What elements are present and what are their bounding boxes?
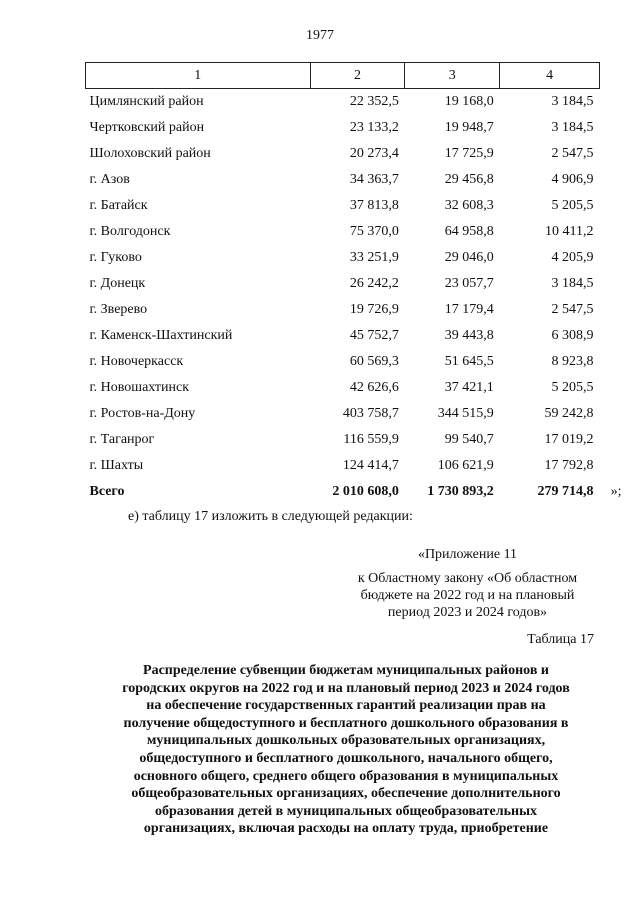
title-line: городских округов на 2022 год и на плановый период 2023 и 2024 годов (122, 680, 570, 696)
row-value-col3: 19 168,0 (444, 94, 494, 109)
title-line: на обеспечение государственных гарантий реализации прав на (146, 698, 546, 714)
row-value-col3: 99 540,7 (444, 432, 494, 447)
document-title (88, 662, 604, 838)
row-value-col4: 4 906,9 (551, 172, 594, 187)
row-value-2022: 19 726,9 (349, 302, 399, 317)
row-name: г. Гуково (89, 250, 142, 265)
total-value-col4-text: 279 714,8 (537, 484, 594, 499)
row-value-2022: 23 133,2 (349, 120, 399, 135)
title-line: организациях, включая расходы на оплату труда, приобретение (143, 821, 549, 837)
column-header-1: 1 (86, 63, 311, 89)
row-value-col3: 51 645,5 (444, 354, 494, 369)
row-value-col4: 17 792,8 (544, 458, 594, 473)
row-name: г. Каменск-Шахтинский (89, 328, 233, 343)
title-line: муниципальных дошкольных образовательных организациях, (146, 733, 546, 749)
row-value-col3: 32 608,3 (444, 198, 494, 213)
table-row (86, 323, 600, 349)
table-row (86, 141, 600, 167)
row-value-2022: 75 370,0 (349, 224, 399, 239)
row-value-col3: 106 621,9 (437, 458, 494, 473)
row-value-2022: 45 752,7 (349, 328, 399, 343)
row-name: г. Новочеркасск (89, 354, 184, 369)
table-header-row (86, 63, 600, 89)
row-value-col4: 5 205,5 (551, 380, 594, 395)
row-value-col4: 5 205,5 (551, 198, 594, 213)
row-value-2022: 124 414,7 (342, 458, 399, 473)
row-value-col3: 37 421,1 (444, 380, 494, 395)
table-row (86, 115, 600, 141)
row-value-col4: 3 184,5 (551, 94, 594, 109)
appendix-line: период 2023 и 2024 годов» (387, 605, 548, 620)
row-value-2022: 403 758,7 (342, 406, 399, 421)
row-value-col3: 39 443,8 (444, 328, 494, 343)
row-value-2022: 26 242,2 (349, 276, 399, 291)
row-value-col4: 3 184,5 (551, 120, 594, 135)
title-line: общеобразовательных организациях, обеспечение дополнительного (131, 786, 561, 802)
row-name: Шолоховский район (89, 146, 211, 161)
row-value-col3: 23 057,7 (444, 276, 494, 291)
row-value-col4: 3 184,5 (551, 276, 594, 291)
row-value-col3: 29 456,8 (444, 172, 494, 187)
page-number: 1977 (306, 28, 334, 43)
table-row (86, 219, 600, 245)
row-value-2022: 20 273,4 (349, 146, 399, 161)
table-row (86, 375, 600, 401)
row-value-col4: 8 923,8 (551, 354, 594, 369)
table-row (86, 427, 600, 453)
title-line: образования детей в муниципальных общеобразовательных (154, 803, 538, 819)
row-value-2022: 37 813,8 (349, 198, 399, 213)
row-value-col3: 29 046,0 (444, 250, 494, 265)
total-value-2022: 2 010 608,0 (332, 484, 399, 499)
row-value-col4: 2 547,5 (551, 146, 594, 161)
row-value-2022: 22 352,5 (349, 94, 399, 109)
amendment-instruction: е) таблицу 17 изложить в следующей редакции: (128, 509, 413, 524)
row-value-col3: 17 725,9 (444, 146, 494, 161)
row-name: г. Новошахтинск (89, 380, 190, 395)
table-row (86, 349, 600, 375)
row-value-2022: 60 569,3 (349, 354, 399, 369)
total-value-col3: 1 730 893,2 (427, 484, 494, 499)
row-value-col3: 64 958,8 (444, 224, 494, 239)
row-value-col3: 19 948,7 (444, 120, 494, 135)
row-name: г. Азов (89, 172, 130, 187)
table-number-label: Таблица 17 (527, 632, 594, 647)
row-value-col3: 17 179,4 (444, 302, 494, 317)
row-value-col4: 17 019,2 (544, 432, 594, 447)
title-line: получение общедоступного и бесплатного дошкольного образования в (123, 715, 569, 731)
row-value-2022: 116 559,9 (343, 432, 399, 447)
row-value-2022: 33 251,9 (349, 250, 399, 265)
row-name: г. Зверево (89, 302, 148, 317)
appendix-line: к Областному закону «Об областном (357, 571, 578, 586)
row-name: Чертковский район (89, 120, 205, 135)
total-label: Всего (89, 484, 125, 499)
table-row (86, 193, 600, 219)
row-value-2022: 42 626,6 (349, 380, 399, 395)
row-name: г. Ростов-на-Дону (89, 406, 196, 421)
column-header-4: 4 (500, 63, 600, 89)
closing-quote-mark: »; (610, 484, 622, 499)
title-line: Распределение субвенции бюджетам муниципальных районов и (143, 663, 549, 678)
title-line: общедоступного и бесплатного дошкольного, начального общего, (139, 750, 553, 766)
appendix-title: «Приложение 11 (417, 547, 518, 562)
title-line: основного общего, среднего общего образования в муниципальных (133, 768, 559, 784)
row-name: г. Батайск (89, 198, 148, 213)
appendix-header (330, 546, 605, 621)
table-total-row (86, 479, 600, 505)
row-name: г. Волгодонск (89, 224, 171, 239)
table-row (86, 453, 600, 479)
total-value-col4 (500, 479, 622, 505)
row-name: г. Таганрог (89, 432, 155, 447)
row-name: г. Донецк (89, 276, 146, 291)
table-row (86, 297, 600, 323)
row-value-2022: 34 363,7 (349, 172, 399, 187)
appendix-line: бюджете на 2022 год и на плановый (360, 588, 575, 603)
column-header-2: 2 (310, 63, 405, 89)
table-row (86, 167, 600, 193)
table-row (86, 401, 600, 427)
row-value-col4: 59 242,8 (544, 406, 594, 421)
table-row (86, 271, 600, 297)
row-name: г. Шахты (89, 458, 144, 473)
row-value-col4: 4 205,9 (551, 250, 594, 265)
row-value-col4: 10 411,2 (545, 224, 594, 239)
column-header-3: 3 (405, 63, 500, 89)
row-value-col3: 344 515,9 (437, 406, 494, 421)
row-value-col4: 2 547,5 (551, 302, 594, 317)
row-value-col4: 6 308,9 (551, 328, 594, 343)
table-row (86, 89, 600, 116)
table-row (86, 245, 600, 271)
subvention-table (85, 62, 622, 505)
row-name: Цимлянский район (89, 94, 204, 109)
